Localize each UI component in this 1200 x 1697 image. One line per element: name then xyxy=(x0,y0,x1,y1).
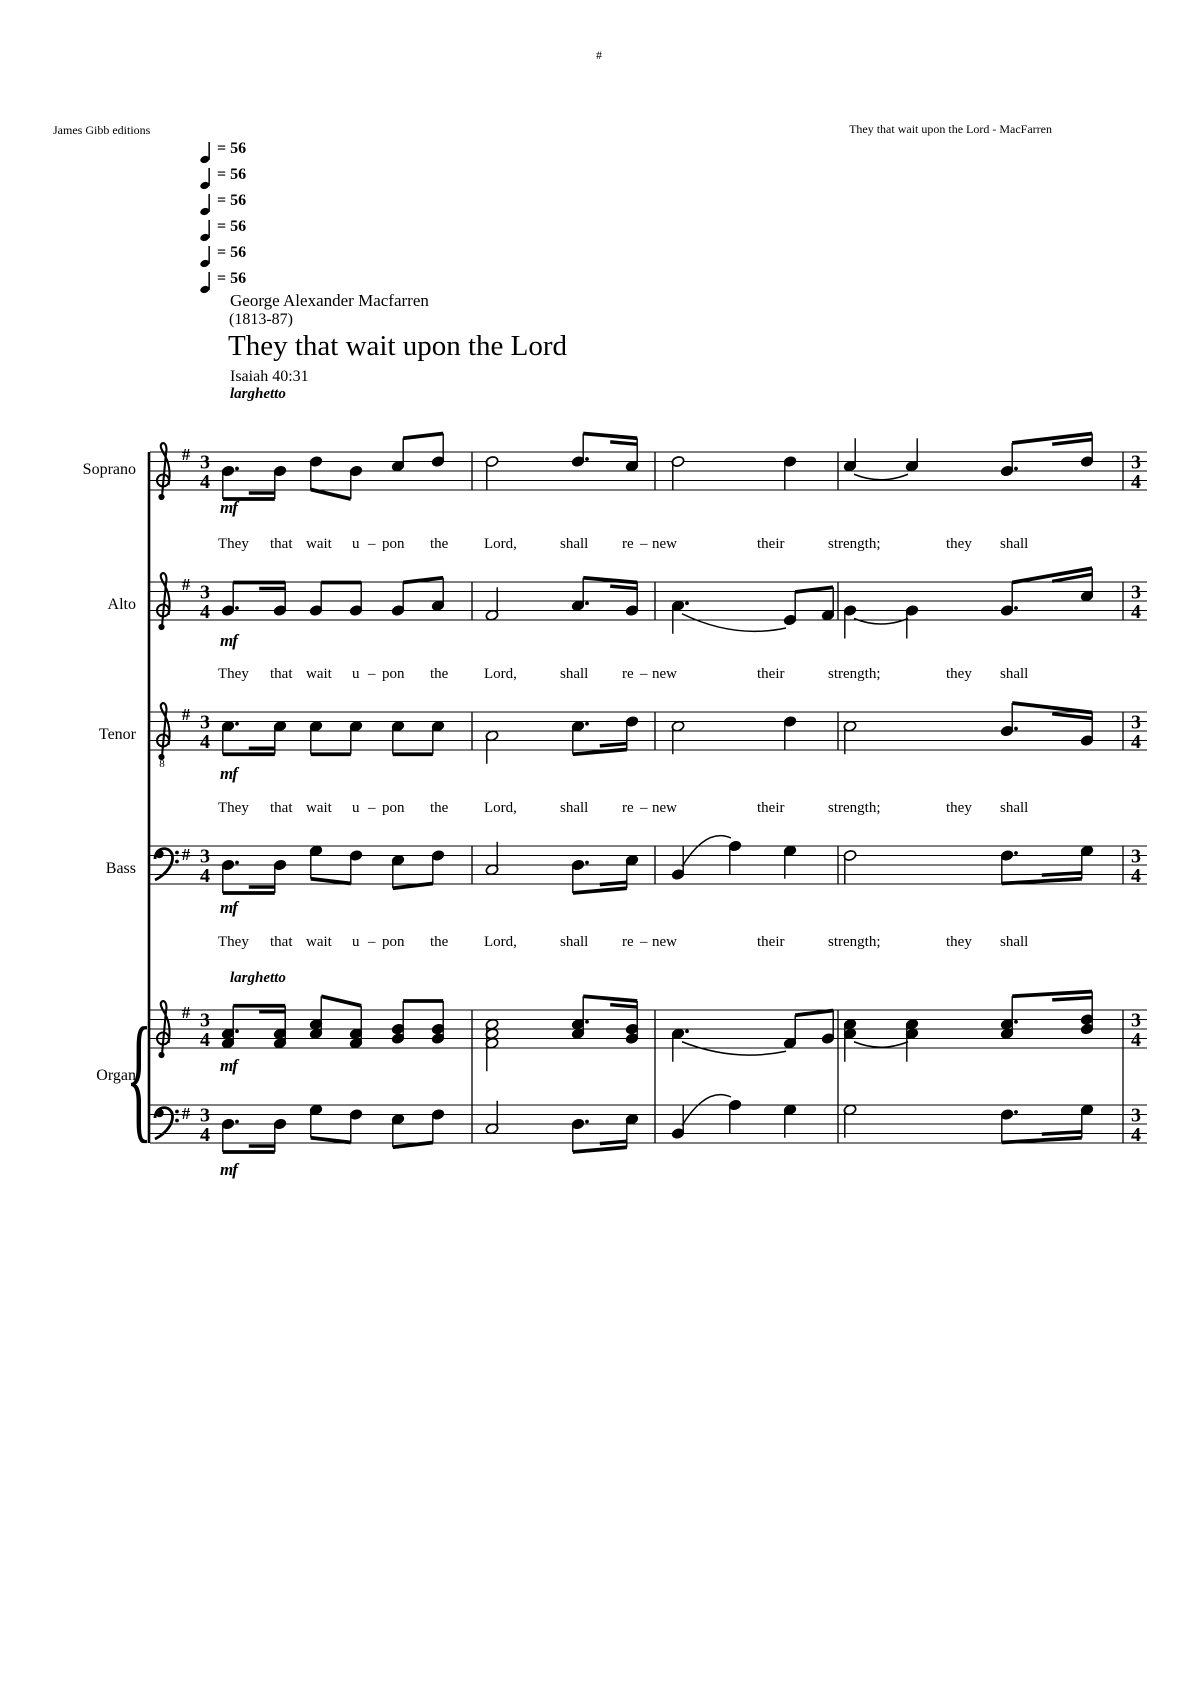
organ-tempo-text: larghetto xyxy=(230,970,286,986)
lyric-word-row2: – xyxy=(368,666,376,682)
lyric-word-row2: wait xyxy=(306,666,332,682)
tie-slur xyxy=(854,619,908,625)
piece-title: They that wait upon the Lord xyxy=(228,330,568,362)
time-signature: 4 xyxy=(200,601,210,623)
lyric-word-row2: They xyxy=(218,666,249,682)
lyric-word-row1: – xyxy=(640,536,648,552)
lyric-word-row2: their xyxy=(757,666,785,682)
tempo-value: = 56 xyxy=(217,166,247,183)
staff-bass xyxy=(150,836,1147,893)
lyric-word-row2: that xyxy=(270,666,293,682)
lyric-word-row1: their xyxy=(757,536,785,552)
end-time-signature: 4 xyxy=(1131,1029,1141,1051)
time-signature: 4 xyxy=(200,471,210,493)
lyric-word-row2: pon xyxy=(382,666,405,682)
tie-slur xyxy=(854,1042,908,1048)
lyric-word-row4: pon xyxy=(382,934,405,950)
lyric-word-row2: – xyxy=(640,666,648,682)
lyric-word-row1: wait xyxy=(306,536,332,552)
dynamic-marking: mf xyxy=(220,898,237,917)
time-signature: 3 xyxy=(200,711,210,734)
lyric-word-row4: wait xyxy=(306,934,332,950)
end-time-signature: 3 xyxy=(1131,1104,1141,1127)
lyric-word-row3: They xyxy=(218,800,249,816)
lyric-word-row4: new xyxy=(652,934,677,950)
lyric-word-row4: re xyxy=(622,934,634,950)
bass-clef-icon xyxy=(155,1108,179,1139)
lyric-word-row1: re xyxy=(622,536,634,552)
staff-label-soprano: Soprano xyxy=(82,461,136,478)
time-signature: 3 xyxy=(200,451,210,474)
lyric-word-row3: shall xyxy=(1000,800,1029,816)
key-signature-sharp: # xyxy=(181,1104,191,1123)
staff-tenor xyxy=(150,703,1147,770)
composer-name: George Alexander Macfarren xyxy=(230,291,429,310)
lyric-word-row4: they xyxy=(946,934,972,950)
staff-label-bass: Bass xyxy=(105,860,136,877)
organ-brace-icon: { xyxy=(126,1000,152,1156)
lyric-word-row1: Lord, xyxy=(484,536,517,552)
lyric-word-row4: their xyxy=(757,934,785,950)
time-signature: 4 xyxy=(200,1029,210,1051)
lyric-word-row3: that xyxy=(270,800,293,816)
key-signature-sharp: # xyxy=(181,575,191,594)
lyric-word-row2: strength; xyxy=(828,666,881,682)
tie-slur xyxy=(854,474,908,480)
staff-alto xyxy=(150,568,1147,638)
lyric-word-row1: u xyxy=(352,536,360,552)
lyric-word-row4: They xyxy=(218,934,249,950)
lyric-word-row2: they xyxy=(946,666,972,682)
bass-clef-icon xyxy=(155,849,179,880)
lyric-word-row3: the xyxy=(430,800,449,816)
lyric-word-row3: pon xyxy=(382,800,405,816)
end-time-signature: 4 xyxy=(1131,1124,1141,1146)
end-time-signature: 4 xyxy=(1131,865,1141,887)
lyric-word-row1: that xyxy=(270,536,293,552)
lyric-word-row2: re xyxy=(622,666,634,682)
lyric-word-row1: pon xyxy=(382,536,405,552)
tempo-value: = 56 xyxy=(217,270,247,287)
lyric-word-row4: u xyxy=(352,934,360,950)
time-signature: 4 xyxy=(200,1124,210,1146)
staff-label-alto: Alto xyxy=(107,596,136,613)
staff-organ-treble xyxy=(150,992,1147,1144)
lyric-word-row3: re xyxy=(622,800,634,816)
lyric-word-row1: They xyxy=(218,536,249,552)
lyric-word-row3: u xyxy=(352,800,360,816)
end-time-signature: 3 xyxy=(1131,711,1141,734)
end-time-signature: 3 xyxy=(1131,581,1141,604)
tenor-octave-8: 8 xyxy=(159,758,165,770)
lyric-word-row4: Lord, xyxy=(484,934,517,950)
lyric-word-row4: that xyxy=(270,934,293,950)
dynamic-marking: mf xyxy=(220,498,237,517)
time-signature: 4 xyxy=(200,731,210,753)
lyric-word-row2: shall xyxy=(1000,666,1029,682)
lyric-word-row2: shall xyxy=(560,666,589,682)
key-signature-sharp: # xyxy=(181,445,191,464)
tempo-value: = 56 xyxy=(217,218,247,235)
time-signature: 3 xyxy=(200,1009,210,1032)
end-time-signature: 4 xyxy=(1131,471,1141,493)
page-header-mark: # xyxy=(596,48,602,62)
lyric-word-row3: their xyxy=(757,800,785,816)
time-signature: 3 xyxy=(200,1104,210,1127)
time-signature: 4 xyxy=(200,865,210,887)
lyric-word-row3: shall xyxy=(560,800,589,816)
lyric-word-row1: shall xyxy=(560,536,589,552)
tempo-value: = 56 xyxy=(217,244,247,261)
end-time-signature: 4 xyxy=(1131,731,1141,753)
lyric-word-row2: u xyxy=(352,666,360,682)
composer-dates: (1813-87) xyxy=(229,311,293,328)
tie-slur xyxy=(682,836,731,867)
lyric-word-row3: wait xyxy=(306,800,332,816)
lyric-word-row1: they xyxy=(946,536,972,552)
lyric-word-row3: strength; xyxy=(828,800,881,816)
lyric-word-row3: new xyxy=(652,800,677,816)
lyric-word-row4: shall xyxy=(560,934,589,950)
tempo-value: = 56 xyxy=(217,192,247,209)
lyric-word-row1: new xyxy=(652,536,677,552)
lyric-word-row2: the xyxy=(430,666,449,682)
lyric-word-row3: Lord, xyxy=(484,800,517,816)
tie-slur xyxy=(682,614,786,632)
lyric-word-row4: the xyxy=(430,934,449,950)
end-time-signature: 3 xyxy=(1131,1009,1141,1032)
lyric-word-row3: – xyxy=(640,800,648,816)
time-signature: 3 xyxy=(200,581,210,604)
key-signature-sharp: # xyxy=(181,705,191,724)
dynamic-marking: mf xyxy=(220,631,237,650)
running-header-title: They that wait upon the Lord - MacFarren xyxy=(849,122,1052,136)
edition-credit: James Gibb editions xyxy=(53,123,151,137)
dynamic-marking: mf xyxy=(220,764,237,783)
tie-slur xyxy=(682,1095,731,1126)
end-time-signature: 4 xyxy=(1131,601,1141,623)
dynamic-marking: mf xyxy=(220,1160,237,1179)
lyric-word-row1: – xyxy=(368,536,376,552)
time-signature: 3 xyxy=(200,845,210,868)
lyric-word-row4: – xyxy=(368,934,376,950)
lyric-word-row1: strength; xyxy=(828,536,881,552)
lyric-word-row3: they xyxy=(946,800,972,816)
staff-label-organ: Organ xyxy=(96,1067,136,1084)
staff-soprano xyxy=(150,434,1147,501)
lyric-word-row1: the xyxy=(430,536,449,552)
end-time-signature: 3 xyxy=(1131,845,1141,868)
lyric-word-row4: shall xyxy=(1000,934,1029,950)
lyric-word-row2: new xyxy=(652,666,677,682)
key-signature-sharp: # xyxy=(181,1003,191,1022)
end-time-signature: 3 xyxy=(1131,451,1141,474)
scripture-reference: Isaiah 40:31 xyxy=(230,368,309,385)
lyric-word-row4: strength; xyxy=(828,934,881,950)
tempo-text: larghetto xyxy=(230,386,286,402)
lyric-word-row3: – xyxy=(368,800,376,816)
lyric-word-row4: – xyxy=(640,934,648,950)
staff-organ-bass xyxy=(150,1095,1147,1152)
lyric-word-row2: Lord, xyxy=(484,666,517,682)
staff-label-tenor: Tenor xyxy=(98,726,136,743)
lyric-word-row1: shall xyxy=(1000,536,1029,552)
tempo-value: = 56 xyxy=(217,140,247,157)
key-signature-sharp: # xyxy=(181,845,191,864)
dynamic-marking: mf xyxy=(220,1056,237,1075)
